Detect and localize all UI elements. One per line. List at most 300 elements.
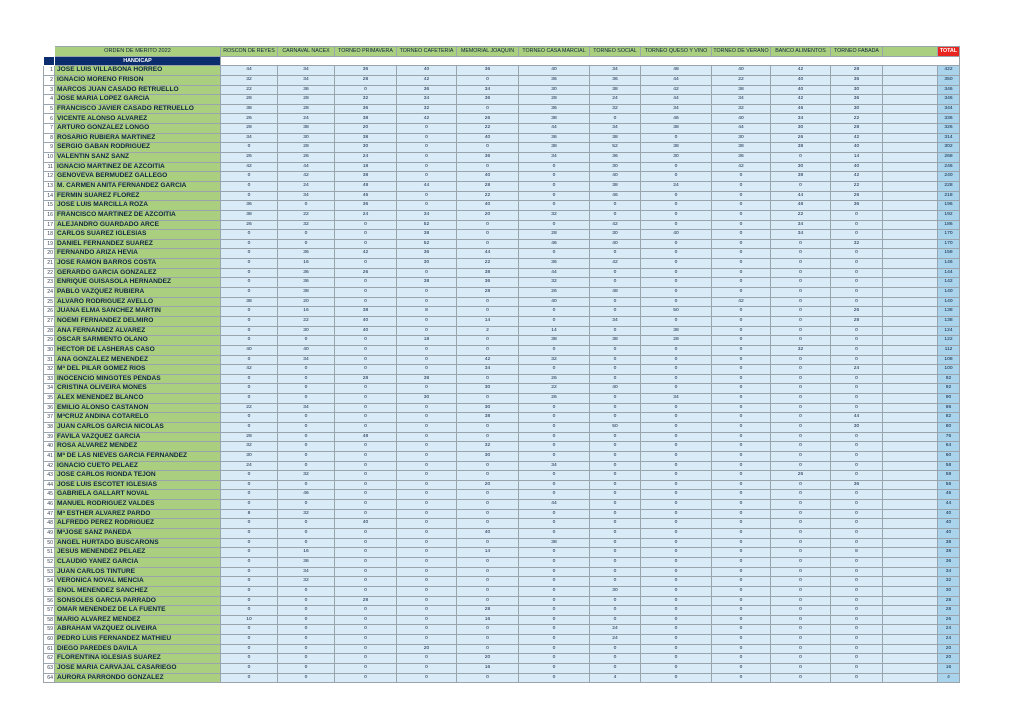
score-cell: 40 [278,345,335,355]
score-cell: 0 [278,239,335,249]
score-cell: 30 [641,153,712,163]
score-cell: 34 [278,191,335,201]
score-cell: 0 [831,615,883,625]
score-cell: 0 [590,471,641,481]
score-cell: 0 [397,461,457,471]
score-cell: 40 [519,297,590,307]
score-cell: 0 [712,615,771,625]
score-cell: 0 [712,432,771,442]
score-cell: 42 [221,162,278,172]
score-cell: 34 [590,124,641,134]
player-name: PABLO VAZQUEZ RUBIERA [55,288,221,298]
score-cell: 0 [457,538,519,548]
score-cell: 0 [712,500,771,510]
score-cell: 0 [221,230,278,240]
score-cell: 42 [831,133,883,143]
score-cell: 0 [457,239,519,249]
score-cell: 0 [831,259,883,269]
player-name: MARCOS JUAN CASADO RETRUELLO [55,85,221,95]
total-cell: 20 [938,654,960,664]
empty-cell [883,490,938,500]
total-cell: 40 [938,529,960,539]
score-cell: 0 [397,654,457,664]
table-row [44,181,960,191]
player-name: CRISTINA OLIVEIRA MONES [55,384,221,394]
score-cell: 28 [519,230,590,240]
score-cell: 36 [831,95,883,105]
score-cell: 0 [519,181,590,191]
score-cell: 16 [278,259,335,269]
empty-cell [883,654,938,664]
score-cell: 0 [831,654,883,664]
row-number: 57 [44,606,55,616]
score-cell: 0 [590,509,641,519]
score-cell: 0 [221,548,278,558]
table-row [44,644,960,654]
total-cell: 46 [938,490,960,500]
table-row [44,220,960,230]
empty-cell [883,288,938,298]
empty-cell [883,345,938,355]
score-cell: 0 [519,519,590,529]
total-cell: 186 [938,220,960,230]
score-cell: 32 [712,104,771,114]
player-name: CARLOS SUAREZ IGLESIAS [55,230,221,240]
score-cell: 0 [771,249,831,259]
score-cell: 0 [712,664,771,674]
total-cell: 34 [938,567,960,577]
table-row [44,114,960,124]
player-name: ALEJANDRO GUARDADO ARCE [55,220,221,230]
empty-cell [883,557,938,567]
score-cell: 0 [771,307,831,317]
score-cell: 0 [712,596,771,606]
row-number: 19 [44,239,55,249]
score-cell: 22 [221,403,278,413]
score-cell: 0 [771,577,831,587]
score-cell: 26 [221,114,278,124]
score-cell: 0 [641,490,712,500]
score-cell: 0 [771,422,831,432]
empty-cell [883,519,938,529]
score-cell: 0 [397,124,457,134]
score-cell: 0 [771,316,831,326]
score-cell: 38 [641,326,712,336]
score-cell: 0 [712,230,771,240]
row-number: 42 [44,461,55,471]
score-cell: 36 [519,133,590,143]
row-number: 61 [44,644,55,654]
total-cell: 350 [938,75,960,85]
score-cell: 0 [397,471,457,481]
sheet-title: ORDEN DE MERITO 2022 [55,47,221,57]
row-number: 48 [44,519,55,529]
empty-cell [883,355,938,365]
score-cell: 0 [457,394,519,404]
score-cell: 0 [278,615,335,625]
score-cell: 40 [457,133,519,143]
empty-cell [883,66,938,76]
player-name: FERMIN SUAREZ FLOREZ [55,191,221,201]
score-cell: 38 [519,336,590,346]
empty-cell [883,615,938,625]
score-cell: 0 [831,336,883,346]
score-cell: 44 [457,249,519,259]
score-cell: 0 [641,500,712,510]
score-cell: 34 [519,461,590,471]
score-cell: 0 [519,664,590,674]
player-name: Mª DE LAS NIEVES GARCIA FERNANDEZ [55,451,221,461]
empty-cell [883,143,938,153]
score-cell: 0 [641,172,712,182]
score-cell: 0 [221,664,278,674]
score-cell: 0 [771,529,831,539]
table-row [44,345,960,355]
score-cell: 38 [641,143,712,153]
score-cell: 0 [641,403,712,413]
score-cell: 0 [221,596,278,606]
score-cell: 0 [278,384,335,394]
score-cell: 32 [519,355,590,365]
score-cell: 38 [221,297,278,307]
score-cell: 0 [641,422,712,432]
score-cell: 0 [771,181,831,191]
player-name: CLAUDIO YAÑEZ GARCIA [55,557,221,567]
score-cell: 0 [221,143,278,153]
score-cell: 0 [397,480,457,490]
player-name: INOCENCIO MINGOTES PENDAS [55,374,221,384]
player-name: JOSE RAMON BARROS COSTA [55,259,221,269]
player-name: JUAN CARLOS GARCIA NICOLAS [55,422,221,432]
total-cell: 138 [938,316,960,326]
score-cell: 0 [397,422,457,432]
table-row [44,654,960,664]
score-cell: 34 [221,133,278,143]
score-cell: 0 [641,249,712,259]
player-name: ENRIQUE GUISASOLA HERNANDEZ [55,278,221,288]
score-cell: 42 [278,172,335,182]
row-number: 31 [44,355,55,365]
score-cell: 0 [831,220,883,230]
score-cell: 38 [771,143,831,153]
score-cell: 0 [641,288,712,298]
score-cell: 0 [771,673,831,683]
score-cell: 0 [457,596,519,606]
empty-cell [883,596,938,606]
score-cell: 0 [278,596,335,606]
score-cell: 38 [335,307,397,317]
total-cell: 246 [938,162,960,172]
score-cell: 0 [457,471,519,481]
table-row [44,288,960,298]
score-cell: 38 [641,124,712,134]
score-cell: 0 [335,345,397,355]
score-cell: 0 [712,635,771,645]
empty-cell [883,500,938,510]
score-cell: 0 [278,394,335,404]
score-cell: 22 [712,75,771,85]
score-cell: 0 [771,644,831,654]
score-cell: 0 [712,239,771,249]
empty-cell [883,567,938,577]
score-cell: 0 [397,567,457,577]
score-cell: 0 [641,442,712,452]
row-number: 30 [44,345,55,355]
row-number: 16 [44,210,55,220]
score-cell: 36 [831,480,883,490]
total-cell: 144 [938,268,960,278]
score-cell: 0 [397,519,457,529]
score-cell: 0 [457,422,519,432]
score-cell: 0 [641,529,712,539]
row-number: 53 [44,567,55,577]
empty-cell [883,509,938,519]
score-cell: 38 [771,172,831,182]
score-cell: 0 [397,355,457,365]
score-cell: 14 [457,316,519,326]
score-cell: 0 [221,500,278,510]
score-cell: 32 [590,104,641,114]
score-cell: 38 [221,210,278,220]
score-cell: 0 [712,345,771,355]
score-cell: 0 [831,278,883,288]
score-cell: 0 [457,230,519,240]
empty-cell [883,124,938,134]
score-cell: 0 [457,162,519,172]
player-name: ALFREDO PEREZ RODRIGUEZ [55,519,221,529]
score-cell: 24 [590,625,641,635]
score-cell: 18 [335,162,397,172]
score-cell: 0 [519,471,590,481]
score-cell: 0 [641,635,712,645]
total-cell: 336 [938,114,960,124]
score-cell: 0 [397,548,457,558]
score-cell: 0 [590,201,641,211]
row-number: 8 [44,133,55,143]
player-name: M. CARMEN ANITA FERNANDEZ GARCIA [55,181,221,191]
score-cell: 0 [397,538,457,548]
score-cell: 0 [712,654,771,664]
total-cell: 28 [938,606,960,616]
total-cell: 108 [938,355,960,365]
score-cell: 0 [335,220,397,230]
total-cell: 138 [938,307,960,317]
score-cell: 0 [712,442,771,452]
score-cell: 0 [590,529,641,539]
score-cell: 0 [519,442,590,452]
score-cell: 0 [641,191,712,201]
score-cell: 34 [771,114,831,124]
score-cell: 0 [397,557,457,567]
score-cell: 38 [221,104,278,114]
total-cell: 80 [938,422,960,432]
score-cell: 0 [771,654,831,664]
score-cell: 0 [397,625,457,635]
score-cell: 0 [221,635,278,645]
score-cell: 0 [221,586,278,596]
score-cell: 0 [712,278,771,288]
score-cell: 24 [335,210,397,220]
score-cell: 0 [221,480,278,490]
score-cell: 0 [221,278,278,288]
score-cell: 34 [519,153,590,163]
score-cell: 0 [335,288,397,298]
empty-cell [883,538,938,548]
score-cell: 0 [221,249,278,259]
row-number: 40 [44,442,55,452]
score-cell: 0 [831,210,883,220]
table-row [44,586,960,596]
score-cell: 26 [771,471,831,481]
score-cell: 46 [278,490,335,500]
score-cell: 0 [519,586,590,596]
score-cell: 0 [712,586,771,596]
score-cell: 26 [457,114,519,124]
score-cell: 0 [335,615,397,625]
empty-cell [883,191,938,201]
score-cell: 26 [771,133,831,143]
score-cell: 14 [457,548,519,558]
total-cell: 60 [938,451,960,461]
score-cell: 0 [831,249,883,259]
score-cell: 0 [712,422,771,432]
score-cell: 0 [712,673,771,683]
score-cell: 40 [712,66,771,76]
score-cell: 0 [397,442,457,452]
score-cell: 0 [335,384,397,394]
player-name: ROSA ALVAREZ MENDEZ [55,442,221,452]
score-cell: 0 [519,596,590,606]
player-name: VICENTE ALONSO ALVAREZ [55,114,221,124]
score-cell: 30 [590,586,641,596]
score-cell: 0 [278,374,335,384]
player-name: ARTURO GONZALEZ LONGO [55,124,221,134]
empty-cell [883,297,938,307]
row-number: 59 [44,625,55,635]
player-name: VERONICA NOVAL MENCIA [55,577,221,587]
score-cell: 0 [771,490,831,500]
score-cell: 30 [831,104,883,114]
empty-cell [883,365,938,375]
score-cell: 44 [712,124,771,134]
score-cell: 0 [641,268,712,278]
player-name: FERNANDO ARIZA HEVIA [55,249,221,259]
table-row [44,567,960,577]
table-body [44,66,960,683]
table-row [44,326,960,336]
score-cell: 38 [335,114,397,124]
score-cell: 0 [519,480,590,490]
score-cell: 20 [457,654,519,664]
score-cell: 44 [831,413,883,423]
score-cell: 26 [519,374,590,384]
score-cell: 0 [712,210,771,220]
score-cell: 40 [457,529,519,539]
score-cell: 0 [712,519,771,529]
empty-cell [883,95,938,105]
player-name: JUAN CARLOS TINTURE [55,567,221,577]
column-header: TORNEO DE VERANO [712,47,771,57]
row-number: 6 [44,114,55,124]
total-cell: 30 [938,586,960,596]
empty-cell [883,181,938,191]
empty-cell [883,249,938,259]
score-cell: 0 [335,500,397,510]
total-cell: 24 [938,635,960,645]
score-cell: 40 [519,66,590,76]
score-cell: 0 [335,567,397,577]
score-cell: 42 [712,297,771,307]
score-cell: 0 [831,432,883,442]
score-cell: 0 [712,201,771,211]
score-cell: 0 [519,201,590,211]
total-cell: 422 [938,66,960,76]
score-cell: 8 [221,509,278,519]
table-row [44,249,960,259]
score-cell: 32 [519,210,590,220]
player-name: GERARDO GARCIA GONZALEZ [55,268,221,278]
score-cell: 48 [641,66,712,76]
score-cell: 0 [221,577,278,587]
score-cell: 42 [335,249,397,259]
score-cell: 46 [335,191,397,201]
score-cell: 0 [831,461,883,471]
score-cell: 0 [771,394,831,404]
score-cell: 0 [397,403,457,413]
score-cell: 0 [519,577,590,587]
score-cell: 0 [519,172,590,182]
table-row [44,355,960,365]
score-cell: 0 [831,297,883,307]
score-cell: 34 [641,104,712,114]
score-cell: 0 [397,191,457,201]
total-cell: 20 [938,644,960,654]
score-cell: 46 [519,239,590,249]
player-name: ALVARO RODRIGUEZ AVELLO [55,297,221,307]
score-cell: 0 [335,365,397,375]
score-cell: 26 [335,268,397,278]
table-row [44,596,960,606]
score-cell: 0 [771,413,831,423]
total-cell: 100 [938,365,960,375]
score-cell: 0 [397,509,457,519]
total-cell: 142 [938,278,960,288]
score-cell: 30 [590,230,641,240]
score-cell: 44 [641,95,712,105]
score-cell: 0 [335,394,397,404]
score-cell: 0 [831,471,883,481]
score-cell: 0 [831,268,883,278]
score-cell: 0 [397,529,457,539]
score-cell: 0 [590,297,641,307]
empty-cell [883,664,938,674]
player-name: MARIO ALVAREZ MENDEZ [55,615,221,625]
score-cell: 0 [831,577,883,587]
score-cell: 0 [641,374,712,384]
score-cell: 0 [335,625,397,635]
score-cell: 0 [831,664,883,674]
score-cell: 26 [221,220,278,230]
table-row [44,316,960,326]
score-cell: 0 [831,538,883,548]
score-cell: 0 [831,355,883,365]
table-row [44,230,960,240]
score-cell: 0 [335,230,397,240]
table-row [44,557,960,567]
total-cell: 346 [938,85,960,95]
player-name: FAVILA VAZQUEZ GARCIA [55,432,221,442]
empty-cell [883,442,938,452]
